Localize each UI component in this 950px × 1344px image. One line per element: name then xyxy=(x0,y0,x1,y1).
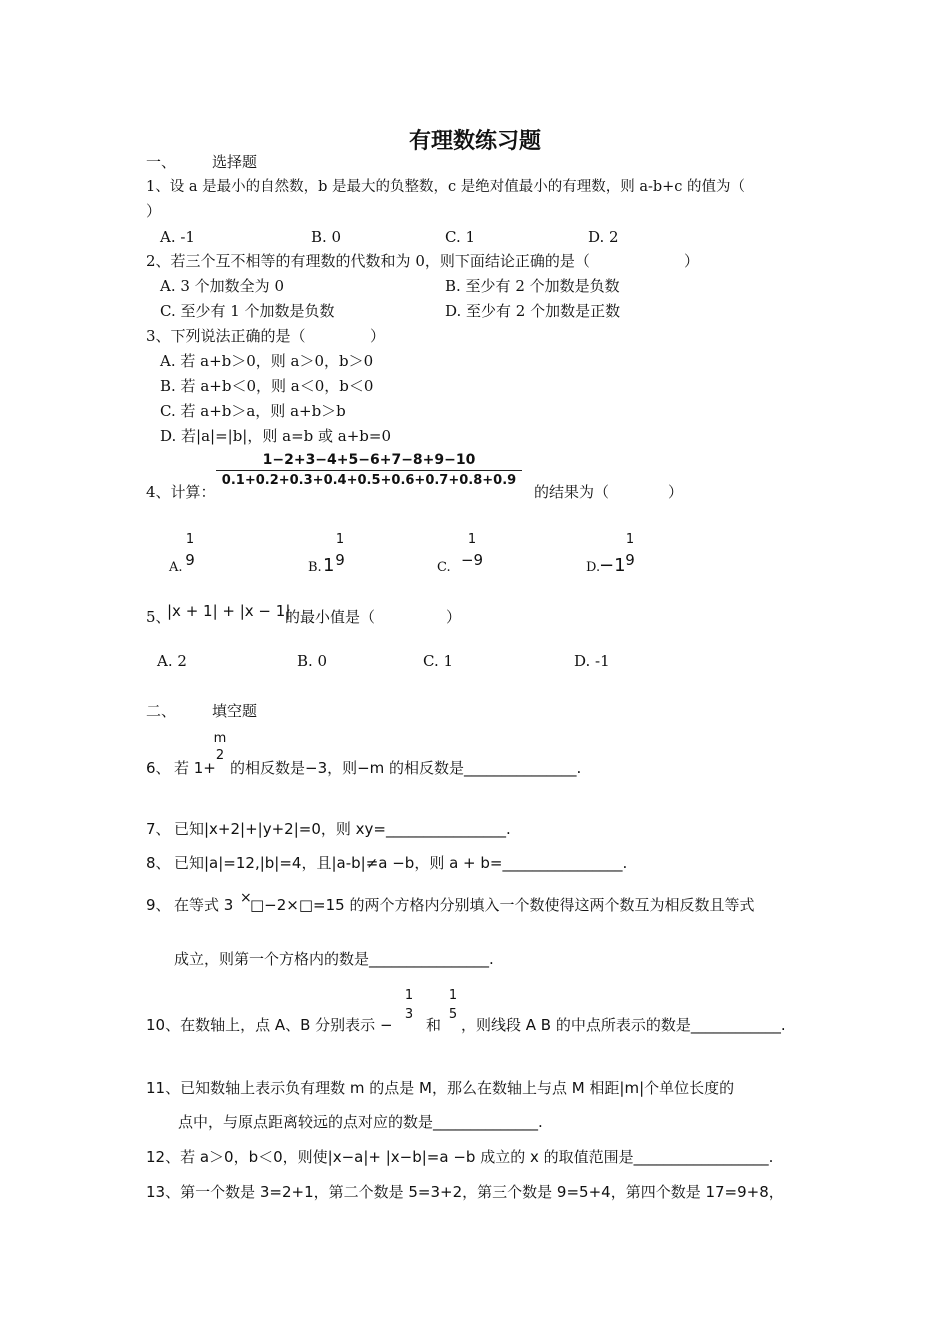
question-5-option-b: B. 0 xyxy=(297,652,328,670)
question-5-prefix: 5、 xyxy=(146,608,171,626)
question-4-prefix: 4、计算： xyxy=(146,483,216,501)
question-7-text: 已知|x+2|+|y+2|=0，则 xy=________________. xyxy=(174,820,511,838)
question-8-text: 已知|a|=12,|b|=4，且|a-b|≠a −b，则 a + b=________________. xyxy=(174,854,628,872)
question-6-number: 6、 xyxy=(146,759,171,777)
question-7-number: 7、 xyxy=(146,820,171,838)
question-5-option-c: C. 1 xyxy=(423,652,454,670)
question-4-fraction xyxy=(216,451,522,490)
question-2-option-d: D. 至少有 2 个加数是正数 xyxy=(445,302,621,320)
question-4-option-d-label: D. xyxy=(586,560,601,575)
fraction-denominator: 9 xyxy=(335,551,345,569)
fraction-denominator: 9 xyxy=(625,551,635,569)
question-13-text: 13、第一个数是 3=2+1，第二个数是 5=3+2，第三个数是 9=5+4，第四个数是 17=9+8， xyxy=(146,1183,784,1201)
question-4-numerator: 1−2+3−4+5−6+7−8+9−10 xyxy=(262,452,476,468)
question-4-option-d-whole: −1 xyxy=(599,555,626,576)
question-1-close: ） xyxy=(146,202,162,220)
question-2-close: ） xyxy=(684,252,700,270)
question-4-option-b-fraction xyxy=(333,532,347,568)
question-5-expression: |x + 1| + |x − 1| xyxy=(167,602,291,620)
question-5-option-a: A. 2 xyxy=(157,652,187,670)
question-3-stem: 3、下列说法正确的是（ xyxy=(146,327,306,345)
fraction-denominator: −9 xyxy=(460,551,484,569)
question-4-option-c-label: C. xyxy=(437,560,451,575)
fraction-denominator: 2 xyxy=(215,748,225,763)
question-12-text: 12、若 a＞0，b＜0，则使|x−a|+ |x−b|=a −b 成立的 x 的取值范围是__________________. xyxy=(146,1148,774,1166)
question-9-number: 9、 xyxy=(146,896,171,914)
question-4-option-a-fraction xyxy=(183,532,197,568)
question-10-fraction-2 xyxy=(446,988,460,1022)
section-number: 二、 xyxy=(146,702,177,720)
question-11-line2: 点中，与原点距离较远的点对应的数是______________. xyxy=(178,1113,543,1131)
question-1-option-d: D. 2 xyxy=(588,228,619,246)
question-1-option-c: C. 1 xyxy=(445,228,476,246)
times-symbol: × xyxy=(240,890,252,906)
question-2-option-b: B. 至少有 2 个加数是负数 xyxy=(445,277,620,295)
question-8-number: 8、 xyxy=(146,854,171,872)
question-2-option-c: C. 至少有 1 个加数是负数 xyxy=(160,302,335,320)
fraction-numerator: 1 xyxy=(185,532,195,547)
question-3-close: ） xyxy=(370,327,386,345)
question-4-close: ） xyxy=(668,483,684,501)
question-9-pre: 在等式 3 xyxy=(174,896,234,914)
page-title: 有理数练习题 xyxy=(408,129,541,154)
fraction-numerator: m xyxy=(213,731,227,746)
question-10-fraction-1 xyxy=(402,988,416,1022)
question-4-suffix: 的结果为（ xyxy=(534,483,610,501)
question-10-pre: 10、在数轴上，点 A、B 分别表示 − xyxy=(146,1016,393,1034)
question-5-close: ） xyxy=(446,608,462,626)
fraction-numerator: 1 xyxy=(625,532,635,547)
question-6-pre: 若 1+ xyxy=(174,759,216,777)
question-9-post: □−2×□=15 的两个方格内分别填入一个数使得这两个数互为相反数且等式 xyxy=(250,896,755,914)
section-number: 一、 xyxy=(146,153,177,171)
question-4-option-c-fraction xyxy=(460,532,484,568)
question-4-denominator: 0.1+0.2+0.3+0.4+0.5+0.6+0.7+0.8+0.9 xyxy=(221,473,517,488)
question-10-post: ，则线段 A B 的中点所表示的数是____________. xyxy=(461,1016,786,1034)
question-11-line1: 11、已知数轴上表示负有理数 m 的点是 M，那么在数轴上与点 M 相距|m|个单位长度的 xyxy=(146,1079,735,1097)
fraction-numerator: 1 xyxy=(404,988,414,1003)
fraction-denominator: 3 xyxy=(404,1007,414,1022)
question-6-fraction xyxy=(212,731,228,763)
question-4-option-a-label: A. xyxy=(169,560,183,575)
question-3-option-a: A. 若 a+b＞0，则 a＞0，b＞0 xyxy=(160,352,374,370)
question-6-post: 的相反数是−3，则−m 的相反数是_______________. xyxy=(230,759,582,777)
fraction-denominator: 9 xyxy=(185,551,195,569)
question-9-line2: 成立，则第一个方格内的数是________________. xyxy=(174,950,494,968)
question-3-option-b: B. 若 a+b＜0，则 a＜0，b＜0 xyxy=(160,377,374,395)
section-title: 选择题 xyxy=(212,153,258,171)
fraction-numerator: 1 xyxy=(448,988,458,1003)
question-1-stem: 1、设 a 是最小的自然数，b 是最大的负整数，c 是绝对值最小的有理数，则 a-b+c 的值为（ xyxy=(146,179,746,195)
question-3-option-d: D. 若|a|=|b|，则 a=b 或 a+b=0 xyxy=(160,427,391,445)
question-4-option-b-label: B. xyxy=(308,560,322,575)
question-5-option-d: D. -1 xyxy=(574,652,610,670)
question-2-option-a: A. 3 个加数全为 0 xyxy=(160,277,284,295)
question-3-option-c: C. 若 a+b＞a，则 a+b＞b xyxy=(160,402,346,420)
fraction-numerator: 1 xyxy=(467,532,477,547)
fraction-denominator: 5 xyxy=(448,1007,458,1022)
question-1-option-b: B. 0 xyxy=(311,228,342,246)
question-4-option-d-fraction xyxy=(623,532,637,568)
question-10-mid: 和 xyxy=(426,1016,442,1034)
question-4-option-b-whole: 1 xyxy=(323,555,335,576)
fraction-numerator: 1 xyxy=(335,532,345,547)
question-2-stem: 2、若三个互不相等的有理数的代数和为 0，则下面结论正确的是（ xyxy=(146,252,590,270)
question-1-option-a: A. -1 xyxy=(160,228,195,246)
section-title: 填空题 xyxy=(212,702,258,720)
question-5-suffix: 的最小值是（ xyxy=(285,608,376,626)
